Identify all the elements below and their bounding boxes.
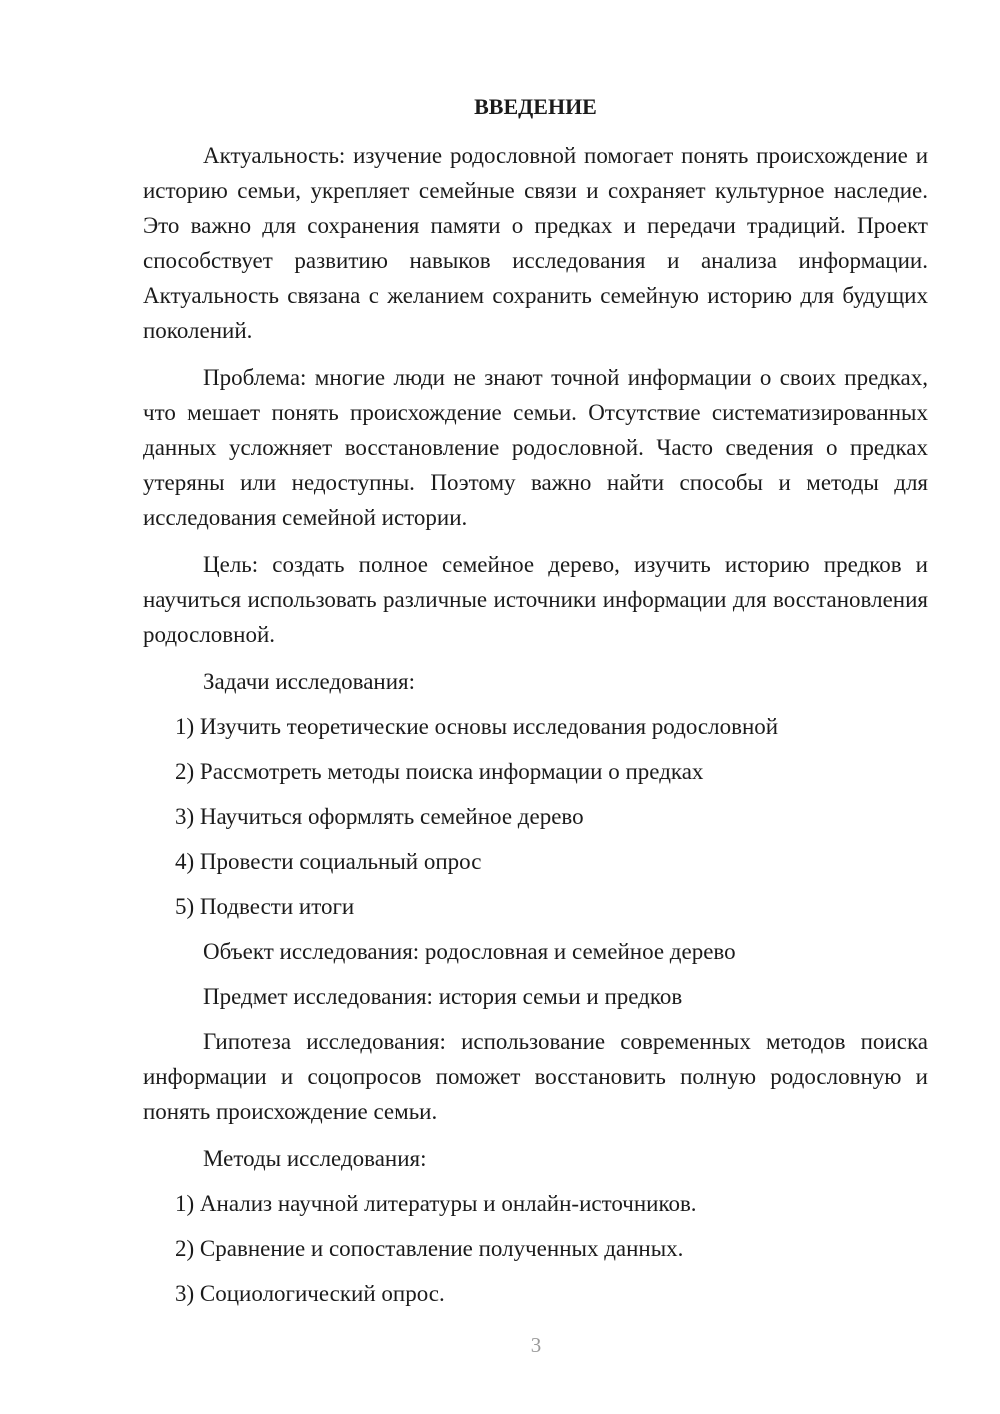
relevance-paragraph: Актуальность: изучение родословной помогает понять происхождение и историю семьи, укрепляет семейные связи и сохраняет культурное наследие. Это важно для сохранения памяти о предках и передачи традиций. Проект способствует развитию навыков исследования и анализа информации. Актуальность связана с желанием сохранить семейную историю для будущих поколений. (143, 143, 928, 343)
research-object: Объект исследования: родословная и семейное дерево (203, 939, 736, 964)
task-item: 4) Провести социальный опрос (175, 849, 482, 874)
method-item: 2) Сравнение и сопоставление полученных данных. (175, 1236, 684, 1261)
problem-paragraph: Проблема: многие люди не знают точной информации о своих предках, что мешает понять происхождение семьи. Отсутствие систематизированных данных усложняет восстановление родословной. Часто сведения о предках утеряны или недоступны. Поэтому важно найти способы и методы для исследования семейной истории. (143, 365, 928, 530)
methods-list (143, 1186, 928, 1311)
methods-heading: Методы исследования: (203, 1146, 427, 1171)
page-title: ВВЕДЕНИЕ (474, 94, 597, 119)
task-item: 3) Научиться оформлять семейное дерево (175, 804, 584, 829)
tasks-heading: Задачи исследования: (203, 669, 416, 694)
task-item: 1) Изучить теоретические основы исследования родословной (175, 714, 779, 739)
document-body (143, 92, 928, 1321)
page-number: 3 (530, 1333, 542, 1357)
goal-paragraph: Цель: создать полное семейное дерево, изучить историю предков и научиться использовать различные источники информации для восстановления родословной. (143, 552, 928, 647)
hypothesis-paragraph: Гипотеза исследования: использование современных методов поиска информации и соцопросов поможет восстановить полную родословную и понять происхождение семьи. (143, 1029, 928, 1124)
research-subject: Предмет исследования: история семьи и предков (203, 984, 683, 1009)
method-item: 3) Социологический опрос. (175, 1281, 445, 1306)
task-item: 2) Рассмотреть методы поиска информации о предках (175, 759, 704, 784)
tasks-list (143, 709, 928, 924)
task-item: 5) Подвести итоги (175, 894, 355, 919)
method-item: 1) Анализ научной литературы и онлайн-источников. (175, 1191, 697, 1216)
